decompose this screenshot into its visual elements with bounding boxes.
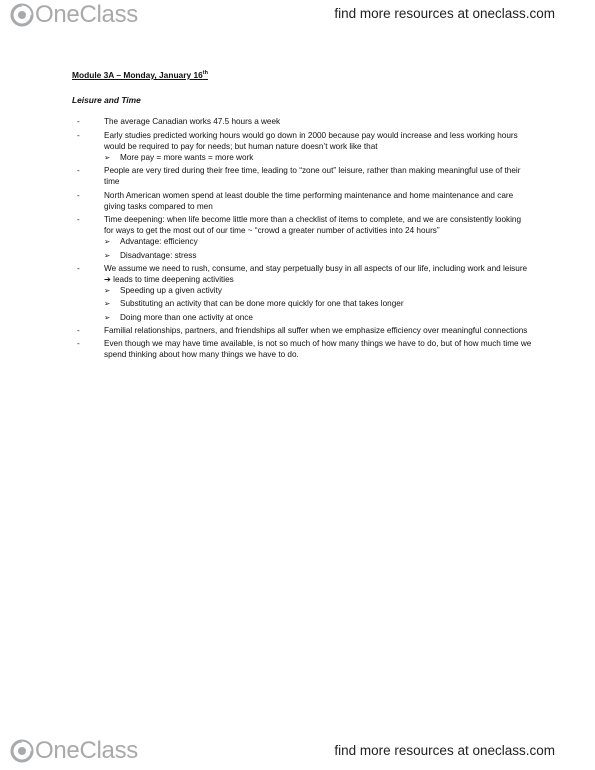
title-text: Module 3A – Monday, January 16 bbox=[72, 70, 203, 80]
sub-list bbox=[104, 285, 532, 323]
list-item bbox=[72, 338, 532, 360]
sub-list-item-text: More pay = more wants = more work bbox=[120, 153, 254, 163]
oneclass-logo bbox=[10, 1, 138, 29]
list-item-text: We assume we need to rush, consume, and stay perpetually busy in all aspects of our life, including work and leisure bbox=[104, 263, 528, 273]
list-item bbox=[72, 116, 532, 127]
logo-text: OneClass bbox=[35, 1, 138, 28]
sub-list-item bbox=[104, 285, 532, 296]
list-item-text: Familial relationships, partners, and friendships all suffer when we emphasize efficiency over meaningful connections bbox=[104, 325, 528, 335]
list-item bbox=[72, 214, 532, 261]
document-body bbox=[72, 70, 532, 362]
list-item-text: North American women spend at least double the time performing maintenance and home maintenance and care giving tasks compared to men bbox=[104, 190, 514, 211]
list-item-text: Time deepening: when life become little more than a checklist of items to complete, and we are consistently looking for ways to get the most out of our time ~ “crowd a greater number of activities into 24 hours” bbox=[104, 215, 522, 236]
bullet-dash: - bbox=[77, 166, 80, 176]
sub-list-item bbox=[104, 236, 532, 247]
sub-list-item-text: Substituting an activity that can be done more quickly for one that takes longer bbox=[120, 299, 404, 309]
title-superscript: th bbox=[202, 70, 208, 77]
oneclass-logo-icon bbox=[10, 3, 34, 27]
sub-list-item-text: Doing more than one activity at once bbox=[120, 312, 253, 322]
logo-text: OneClass bbox=[35, 737, 138, 764]
arrow-bullet-icon: ➢ bbox=[104, 299, 111, 309]
bullet-dash: - bbox=[77, 339, 80, 349]
list-item bbox=[72, 190, 532, 212]
oneclass-logo-icon bbox=[10, 739, 34, 763]
list-item-text: Early studies predicted working hours would go down in 2000 because pay would increase and less working hours would be required to pay for needs; but human nature doesn’t work like that bbox=[104, 130, 518, 151]
right-arrow-icon: ➔ bbox=[104, 275, 111, 285]
list-item bbox=[72, 325, 532, 336]
bullet-dash: - bbox=[77, 263, 80, 273]
footer-tagline[interactable]: find more resources at oneclass.com bbox=[334, 743, 555, 758]
sub-list-item-text: Advantage: efficiency bbox=[120, 237, 198, 247]
sub-list-item bbox=[104, 152, 532, 163]
document-title bbox=[72, 70, 532, 81]
bullet-list bbox=[72, 116, 532, 360]
sub-list-item bbox=[104, 298, 532, 309]
list-item-text: Even though we may have time available, is not so much of how many things we have to do, but of how much time we spend thinking about how many things we have to do. bbox=[104, 339, 532, 360]
arrow-bullet-icon: ➢ bbox=[104, 237, 111, 247]
list-item bbox=[72, 130, 532, 164]
sub-list-item bbox=[104, 250, 532, 261]
sub-list-item-text: Disadvantage: stress bbox=[120, 250, 197, 260]
list-item-text: People are very tired during their free time, leading to “zone out” leisure, rather than making meaningful use of their time bbox=[104, 166, 521, 187]
arrow-bullet-icon: ➢ bbox=[104, 312, 111, 322]
bullet-dash: - bbox=[77, 117, 80, 127]
sub-list bbox=[104, 236, 532, 260]
bullet-dash: - bbox=[77, 130, 80, 140]
oneclass-logo-footer bbox=[10, 737, 138, 765]
arrow-bullet-icon: ➢ bbox=[104, 153, 111, 163]
list-item-text-after: leads to time deepening activities bbox=[113, 275, 234, 285]
list-item-text: The average Canadian works 47.5 hours a week bbox=[104, 117, 281, 127]
sub-list-item bbox=[104, 312, 532, 323]
arrow-bullet-icon: ➢ bbox=[104, 286, 111, 296]
section-heading: Leisure and Time bbox=[72, 95, 141, 106]
arrow-bullet-icon: ➢ bbox=[104, 250, 111, 260]
list-item bbox=[72, 165, 532, 187]
sub-list bbox=[104, 152, 532, 163]
bullet-dash: - bbox=[77, 215, 80, 225]
bullet-dash: - bbox=[77, 325, 80, 335]
sub-list-item-text: Speeding up a given activity bbox=[120, 286, 222, 296]
bullet-dash: - bbox=[77, 190, 80, 200]
header-tagline[interactable]: find more resources at oneclass.com bbox=[334, 6, 555, 21]
list-item bbox=[72, 263, 532, 323]
